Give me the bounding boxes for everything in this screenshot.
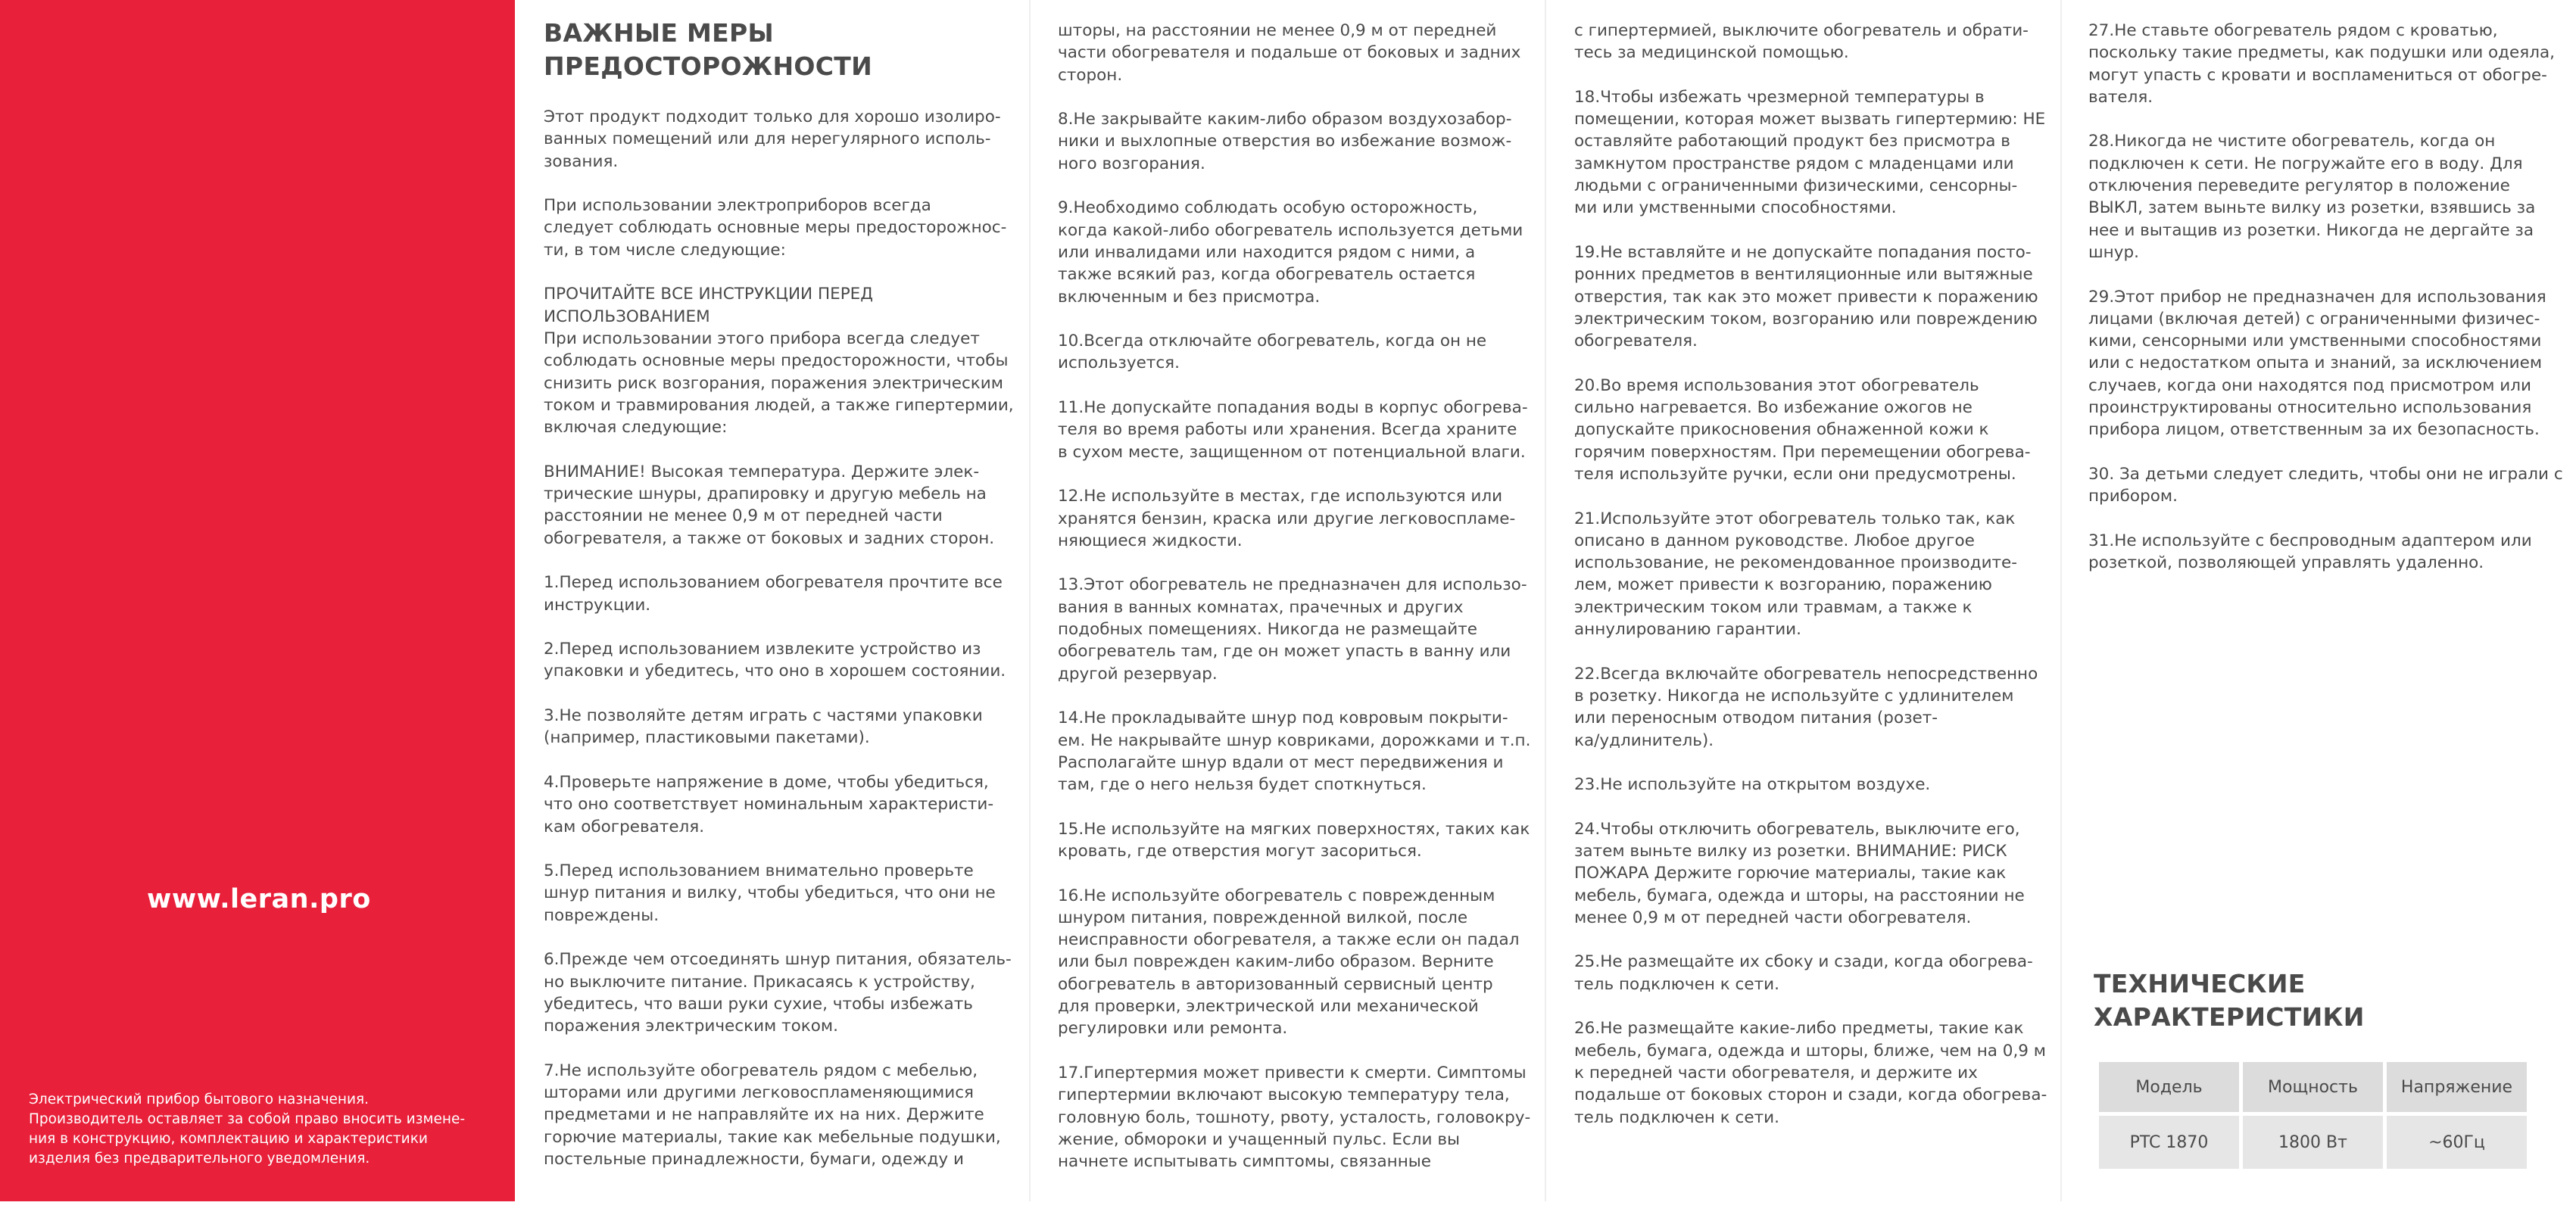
text-line: обогреватель там, где он может упасть в ванну или: [1058, 642, 1511, 662]
text-line: 26.Не размещайте какие-либо предметы, такие как: [1574, 1019, 2024, 1039]
text-line: мебель, бумага, одежда и шторы, ближе, чем на 0,9 м: [1574, 1041, 2047, 1061]
paragraph: [1058, 330, 1527, 375]
text-line: регулировки или ремонта.: [1058, 1019, 1288, 1039]
paragraph: [1058, 108, 1527, 175]
text-line: в розетку. Никогда не используйте с удлинителем: [1574, 686, 2014, 706]
text-line: гипертермии включают высокую температуру тела,: [1058, 1086, 1510, 1105]
text-line: Этот продукт подходит только для хорошо изолиро-: [544, 107, 1001, 126]
specs-value-row: [2099, 1116, 2527, 1169]
paragraph: [1058, 818, 1530, 863]
text-line: обогревателя.: [1574, 332, 1698, 351]
paragraph: [1058, 485, 1527, 552]
text-line: 1.Перед использованием обогревателя прочтите все: [544, 573, 1003, 593]
text-line: 14.Не прокладывайте шнур под ковровым покрыти-: [1058, 709, 1508, 728]
disclaimer-line: ния в конструкцию, комплектацию и характеристики: [29, 1131, 428, 1147]
text-line: снизить риск возгорания, поражения электрическим: [544, 373, 1003, 393]
text-line: прибора лицом, ответственным за их безопасность.: [2088, 420, 2540, 440]
text-line: 19.Не вставляйте и не допускайте попадания посто-: [1574, 242, 2032, 262]
paragraph: [1058, 397, 1527, 463]
text-line: отверстия, так как это может привести к поражению: [1574, 287, 2038, 307]
text-line: случаев, когда они находятся под присмотром или: [2088, 375, 2531, 395]
text-line: начнете испытывать симптомы, связанные: [1058, 1152, 1431, 1172]
paragraph: [1574, 375, 2044, 485]
text-line: ПОЖАРА Держите горючие материалы, такие как: [1574, 864, 2007, 883]
text-line: мебель, бумага, одежда и шторы, на расстоянии не: [1574, 886, 2025, 905]
paragraph: [1058, 885, 1527, 1040]
text-line: проинструктированы относительно использования: [2088, 398, 2532, 418]
text-line: предметами и не направляйте их на них. Держите: [544, 1105, 984, 1125]
text-line: следует соблюдать основные меры предосторожнос-: [544, 218, 1007, 238]
paragraph: [2088, 20, 2558, 108]
text-line: 23.Не используйте на открытом воздухе.: [1574, 775, 1931, 795]
text-line: жение, обмороки и учащенный пульс. Если вы: [1058, 1129, 1460, 1149]
text-line: к передней части обогревателя, и держите их: [1574, 1063, 1978, 1082]
text-line: прибором.: [2088, 487, 2178, 506]
text-line: 21.Используйте этот обогреватель только так, как: [1574, 509, 2016, 528]
text-line: ти, в том числе следующие:: [544, 240, 786, 260]
text-line: ного возгорания.: [1058, 154, 1205, 173]
text-line: 15.Не используйте на мягких поверхностях, таких как: [1058, 819, 1530, 839]
text-line: вания в ванных комнатах, прачечных и других: [1058, 597, 1464, 617]
column-1-text: [544, 106, 1013, 1170]
column-1: [544, 17, 1013, 1218]
specs-section: [2094, 967, 2365, 1034]
text-line: ронних предметов в вентиляционные или вытяжные: [1574, 265, 2033, 285]
text-line: При использовании электроприборов всегда: [544, 196, 931, 216]
text-line: что оно соответствует номинальным характеристи-: [544, 795, 994, 815]
column-4: [2088, 20, 2563, 1221]
text-line: расстоянии не менее 0,9 м от передней части: [544, 506, 943, 526]
column-3: [1574, 20, 2047, 1221]
text-line: 13.Этот обогреватель не предназначен для использо-: [1058, 575, 1527, 595]
column-divider: [2060, 0, 2062, 1201]
paragraph: [1574, 663, 2044, 752]
text-line: 3.Не позволяйте детям играть с частями упаковки: [544, 706, 983, 726]
text-line: няющиеся жидкости.: [1058, 531, 1243, 550]
text-line: тесь за медицинской помощью.: [1574, 43, 1849, 63]
text-line: 8.Не закрывайте каким-либо образом воздухозабор-: [1058, 110, 1512, 129]
text-line: или с недостатком опыта и знаний, за исключением: [2088, 354, 2543, 373]
text-line: 25.Не размещайте их сбоку и сзади, когда обогрева-: [1574, 952, 2033, 972]
text-line: кими, сенсорными или умственными способностями: [2088, 332, 2542, 351]
text-line: повреждены.: [544, 905, 660, 925]
text-line: шторами или другими легковоспламеняющимися: [544, 1083, 974, 1103]
text-line: 27.Не ставьте обогреватель рядом с кроватью,: [2088, 21, 2498, 40]
text-line: неисправности обогревателя, а также если он падал: [1058, 930, 1520, 950]
text-line: 22.Всегда включайте обогреватель непосредственно: [1574, 664, 2038, 684]
paragraph: [1574, 774, 2044, 796]
paragraph: [1574, 508, 2044, 641]
text-line: 16.Не используйте обогреватель с поврежденным: [1058, 886, 1495, 905]
paragraph: [1058, 574, 1527, 684]
paragraph: [2088, 530, 2558, 575]
text-line: тель подключен к сети.: [1574, 1107, 1779, 1127]
text-line: упаковки и убедитесь, что оно в хорошем состоянии.: [544, 662, 1006, 681]
text-line: шнур питания и вилку, чтобы убедиться, что они не: [544, 883, 996, 903]
text-line: 2.Перед использованием извлеките устройство из: [544, 640, 981, 659]
text-line: аннулированию гарантии.: [1574, 620, 1801, 640]
safety-title: [544, 17, 1013, 83]
text-line: постельные принадлежности, бумаги, одежду и: [544, 1149, 964, 1169]
text-line: 9.Необходимо соблюдать особую осторожность,: [1058, 198, 1478, 218]
text-line: подключен к сети. Не погружайте его в воду. Для: [2088, 154, 2523, 173]
text-line: инструкции.: [544, 595, 651, 615]
column-3-text: [1574, 20, 2047, 1129]
disclaimer-line: Производитель оставляет за собой право вносить измене-: [29, 1111, 466, 1127]
text-line: включая следующие:: [544, 418, 728, 438]
text-line: При использовании этого прибора всегда следует: [544, 329, 980, 348]
text-line: включенным и без присмотра.: [1058, 287, 1321, 307]
text-line: вателя.: [2088, 87, 2153, 107]
paragraph: [1574, 1017, 2047, 1128]
text-line: 5.Перед использованием внимательно проверьте: [544, 861, 974, 881]
spec-value-voltage: ~60Гц: [2387, 1116, 2527, 1169]
paragraph: [2088, 286, 2558, 441]
text-line: используется.: [1058, 354, 1180, 373]
text-line: также всякий раз, когда обогреватель остается: [1058, 265, 1476, 285]
text-line: 24.Чтобы отключить обогреватель, выключите его,: [1574, 819, 2020, 839]
text-line: когда какой-либо обогреватель используется детьми: [1058, 220, 1523, 240]
spec-value-power: 1800 Вт: [2243, 1116, 2383, 1169]
text-line: обогревателя, а также от боковых и задних сторон.: [544, 528, 995, 548]
text-line: кам обогревателя.: [544, 817, 705, 836]
paragraph: [1058, 20, 1527, 86]
specs-header-row: [2099, 1062, 2527, 1112]
text-line: 31.Не используйте с беспроводным адаптером или: [2088, 531, 2532, 550]
text-line: 7.Не используйте обогреватель рядом с мебелью,: [544, 1061, 978, 1080]
text-line: поражения электрическим током.: [544, 1017, 838, 1036]
paragraph: [1574, 818, 2044, 929]
text-line: шнуром питания, поврежденной вилкой, после: [1058, 908, 1468, 927]
paragraph: [2088, 463, 2563, 508]
text-line: могут упасть с кровати и воспламениться от обогре-: [2088, 65, 2547, 85]
text-line: использование, не рекомендованное производите-: [1574, 553, 2018, 573]
spec-header-voltage: Напряжение: [2387, 1062, 2527, 1112]
brand-panel: [0, 0, 515, 1201]
text-line: ВНИМАНИЕ! Высокая температура. Держите элек-: [544, 462, 980, 481]
column-divider: [1029, 0, 1031, 1201]
paragraph: [1574, 20, 2044, 64]
text-line: отключения переведите регулятор в положение: [2088, 176, 2510, 196]
safety-title-line: ПРЕДОСТОРОЖНОСТИ: [544, 51, 873, 81]
text-line: ники и выхлопные отверстия во избежание возмож-: [1058, 132, 1512, 151]
text-line: Располагайте шнур вдали от мест передвижения и: [1058, 752, 1504, 772]
text-line: в сухом месте, защищенном от потенциальной влаги.: [1058, 442, 1526, 462]
text-line: теля используйте ручки, если они предусмотрены.: [1574, 464, 2016, 484]
text-line: горячим поверхностям. При перемещении обогрева-: [1574, 442, 2031, 462]
text-line: обогреватель в авторизованный сервисный центр: [1058, 974, 1493, 994]
column-4-text: [2088, 20, 2563, 574]
website-url: www.leran.pro: [147, 884, 371, 914]
text-line: для проверки, электрической или механической: [1058, 997, 1479, 1017]
text-line: или был поврежден каким-либо образом. Верните: [1058, 952, 1494, 972]
paragraph: [1574, 241, 2044, 352]
safety-title-line: ВАЖНЫЕ МЕРЫ: [544, 18, 774, 48]
text-line: трические шнуры, драпировку и другую мебель на: [544, 484, 987, 504]
paragraph: [544, 638, 1013, 683]
text-line: 28.Никогда не чистите обогреватель, когда он: [2088, 132, 2496, 151]
text-line: лем, может привести к возгоранию, поражению: [1574, 575, 1992, 595]
text-line: поскольку такие предметы, как подушки или одеяла,: [2088, 43, 2555, 63]
text-line: горючие материалы, такие как мебельные подушки,: [544, 1127, 1001, 1147]
text-line: 17.Гипертермия может привести к смерти. Симптомы: [1058, 1063, 1527, 1082]
text-line: части обогревателя и подальше от боковых и задних: [1058, 43, 1521, 63]
text-line: ем. Не накрывайте шнур ковриками, дорожками и т.п.: [1058, 730, 1531, 750]
text-line: ка/удлинитель).: [1574, 730, 1714, 750]
text-line: сильно нагревается. Во избежание ожогов не: [1574, 398, 1973, 418]
paragraph: [544, 860, 1013, 927]
text-line: 6.Прежде чем отсоединять шнур питания, обязатель-: [544, 950, 1012, 970]
text-line: (например, пластиковыми пакетами).: [544, 728, 870, 748]
paragraph: [544, 1060, 1013, 1170]
text-line: 20.Во время использования этот обогреватель: [1574, 375, 1979, 395]
text-line: электрическим током, возгоранию или повреждению: [1574, 309, 2038, 329]
paragraph: [1058, 707, 1531, 796]
text-line: затем выньте вилку из розетки. ВНИМАНИЕ: РИСК: [1574, 841, 2007, 861]
text-line: ВЫКЛ, затем выньте вилку из розетки, взявшись за: [2088, 198, 2536, 218]
text-line: 10.Всегда отключайте обогреватель, когда он не: [1058, 332, 1487, 351]
text-line: с гипертермией, выключите обогреватель и обрати-: [1574, 21, 2029, 40]
text-line: 11.Не допускайте попадания воды в корпус обогрева-: [1058, 398, 1528, 418]
paragraph: [544, 195, 1013, 261]
text-line: током и травмирования людей, а также гипертермии,: [544, 395, 1014, 415]
text-line: соблюдать основные меры предосторожности, чтобы: [544, 351, 1009, 371]
text-line: ми или умственными способностями.: [1574, 198, 1897, 218]
paragraph: [2088, 130, 2558, 263]
text-line: или переносным отводом питания (розет-: [1574, 709, 1938, 728]
text-line: головную боль, тошноту, рвоту, усталость, головокру-: [1058, 1107, 1531, 1127]
disclaimer-line: изделия без предварительного уведомления.: [29, 1151, 370, 1166]
text-line: шнур.: [2088, 242, 2139, 262]
column-divider: [1545, 0, 1546, 1201]
paragraph: [544, 461, 1013, 550]
text-line: шторы, на расстоянии не менее 0,9 м от передней: [1058, 21, 1497, 40]
specs-title: [2094, 967, 2365, 1034]
text-line: тель подключен к сети.: [1574, 974, 1779, 994]
text-line: подобных помещениях. Никогда не размещайте: [1058, 620, 1477, 640]
text-line: людьми с ограниченными физическими, сенсорны-: [1574, 176, 2018, 196]
column-2-text: [1058, 20, 1531, 1173]
specs-title-line: ТЕХНИЧЕСКИЕ: [2094, 969, 2306, 998]
specs-title-line: ХАРАКТЕРИСТИКИ: [2094, 1002, 2365, 1032]
paragraph: [544, 705, 1013, 749]
text-line: 4.Проверьте напряжение в доме, чтобы убедиться,: [544, 772, 989, 792]
paragraph: [1058, 1062, 1531, 1173]
paragraph: [544, 106, 1013, 173]
text-line: но выключите питание. Прикасаясь к устройству,: [544, 972, 975, 992]
paragraph: [1058, 197, 1527, 307]
text-line: замкнутом пространстве рядом с младенцами или: [1574, 154, 2014, 173]
disclaimer-line: Электрический прибор бытового назначения.: [29, 1092, 370, 1107]
text-line: сторон.: [1058, 65, 1123, 85]
paragraph: [544, 283, 1013, 438]
paragraph: [1574, 951, 2044, 995]
text-line: 18.Чтобы избежать чрезмерной температуры в: [1574, 87, 1985, 107]
text-line: зования.: [544, 151, 619, 171]
text-line: оставляйте работающий продукт без присмотра в: [1574, 132, 2010, 151]
text-line: кровать, где отверстия могут засориться.: [1058, 841, 1422, 861]
spec-header-model: Модель: [2099, 1062, 2239, 1112]
paragraph: [544, 572, 1013, 616]
text-line: ванных помещений или для нерегулярного исполь-: [544, 129, 991, 149]
text-line: убедитесь, что ваши руки сухие, чтобы избежать: [544, 994, 973, 1014]
text-line: розеткой, позволяющей управлять удаленно.: [2088, 553, 2484, 573]
text-line: 30. За детьми следует следить, чтобы они не играли с: [2088, 464, 2563, 484]
text-line: помещении, которая может вызвать гипертермию: НЕ: [1574, 110, 2046, 129]
text-line: теля во время работы или хранения. Всегда храните: [1058, 420, 1517, 440]
text-line: там, где о него нельзя будет споткнуться.: [1058, 775, 1427, 795]
specs-table: [2095, 1058, 2531, 1173]
paragraph: [544, 948, 1013, 1037]
paragraph: [544, 771, 1013, 838]
text-line: ИСПОЛЬЗОВАНИЕМ: [544, 307, 710, 326]
text-line: лицами (включая детей) с ограниченными физичес-: [2088, 309, 2540, 329]
disclaimer: [29, 1090, 483, 1169]
text-line: нее и вытащив из розетки. Никогда не дергайте за: [2088, 220, 2534, 240]
text-line: ПРОЧИТАЙТЕ ВСЕ ИНСТРУКЦИИ ПЕРЕД: [544, 285, 874, 304]
text-line: описано в данном руководстве. Любое другое: [1574, 531, 1975, 550]
text-line: допускайте прикосновения обнаженной кожи к: [1574, 420, 1989, 440]
text-line: менее 0,9 м от передней части обогревателя.: [1574, 908, 1972, 927]
text-line: другой резервуар.: [1058, 664, 1218, 684]
paragraph: [1574, 86, 2044, 220]
spec-header-power: Мощность: [2243, 1062, 2383, 1112]
text-line: электрическим током или травмам, а также к: [1574, 597, 1973, 617]
text-line: хранятся бензин, краска или другие легковоспламе-: [1058, 509, 1516, 528]
spec-value-model: PTC 1870: [2099, 1116, 2239, 1169]
text-line: 12.Не используйте в местах, где используются или: [1058, 487, 1503, 506]
text-line: подальше от боковых сторон и сзади, когда обогрева-: [1574, 1086, 2047, 1105]
text-line: или инвалидами или находится рядом с ними, а: [1058, 242, 1476, 262]
column-2: [1058, 20, 1531, 1221]
text-line: 29.Этот прибор не предназначен для использования: [2088, 287, 2546, 307]
